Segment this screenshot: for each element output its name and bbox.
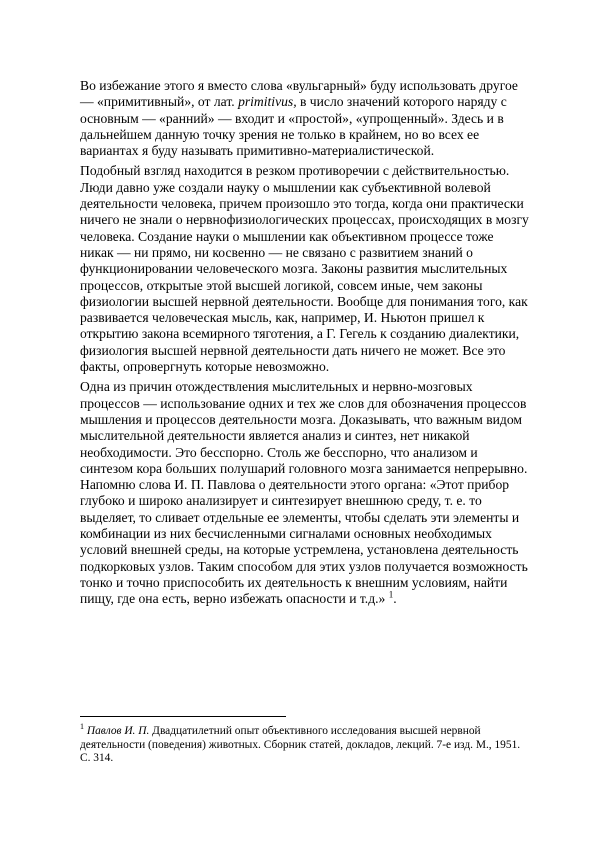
- paragraph-3-text: Одна из причин отождествления мыслительных и нервно-мозговых процессов — использование одних и тех же слов для обозначения процессов мышления и процессов деятельности мозга. Доказывать, что важным видом мыслительной деятельности является анализ и синтез, нет никакой необходимости. Это бесспорно. Столь же бесспорно, что анализом и синтезом кора больших полушарий головного мозга занимается непрерывно. Напомню слова И. П. Павлова о деятельности этого органа: «Этот прибор глубоко и широко анализирует и синтезирует внешнюю среду, т. е. то выделяет, то сливает отдельные ее элементы, чтобы сделать эти элементы и комбинации из них бесчисленными сигналами основных необходимых условий внешней среды, на которые устремлена, установлена деятельность подкорковых узлов. Таким способом для этих узлов получается возможность тонко и точно приспособить их деятельность к внешним условиям, найти пищу, где она есть, верно избежать опасности и т.д.»: [80, 379, 528, 607]
- footnote-reference[interactable]: 1: [388, 589, 394, 600]
- paragraph-2: Подобный взгляд находится в резком противоречии с действительностью. Люди давно уже создали науку о мышлении как субъективной волевой деятельности человека, причем произошло это тогда, когда они практически ничего не знали о нервнофизиологических процессах, происходящих в мозгу человека. Создание науки о мышлении как объективном процессе тоже никак — ни прямо, ни косвенно — не связано с развитием знаний о функционировании человеческого мозга. Законы развития мыслительных процессов, открытые этой высшей логикой, совсем иные, чем законы физиологии высшей нервной деятельности. Вообще для понимания того, как развивается человеческая мысль, как, например, И. Ньютон пришел к открытию закона всемирного тяготения, а Г. Гегель к созданию диалектики, физиология высшей нервной деятельности дать ничего не может. Все это факты, опровергнуть которые невозможно.: [80, 163, 529, 375]
- paragraph-3-end: .: [393, 591, 397, 607]
- footnote-divider: [80, 716, 286, 717]
- footnote-text: Двадцатилетний опыт объективного исследования высшей нервной деятельности (поведения) животных. Сборник статей, докладов, лекций. 7-е изд. М., 1951. С. 314.: [80, 725, 521, 765]
- latin-term: primitivus,: [238, 94, 297, 110]
- footnote-number: 1: [80, 722, 84, 732]
- paragraph-1-text-start: Во избежание этого я вместо слова «вульгарный» буду использовать другое — «примитивный», от лат.: [80, 78, 518, 110]
- paragraph-1: [80, 78, 530, 159]
- paragraph-3: [80, 379, 530, 607]
- footnote-author: Павлов И. П.: [86, 725, 150, 737]
- paragraph-1-text-end: в число значений которого наряду с основным — «ранний» — входит и «простой», «упрощенный». Здесь и в дальнейшем данную точку зрения не только в крайнем, но во всех ее вариантах я буду называть примитивно-материалистической.: [80, 94, 507, 159]
- footnote: [80, 722, 530, 766]
- body-text: [80, 78, 530, 608]
